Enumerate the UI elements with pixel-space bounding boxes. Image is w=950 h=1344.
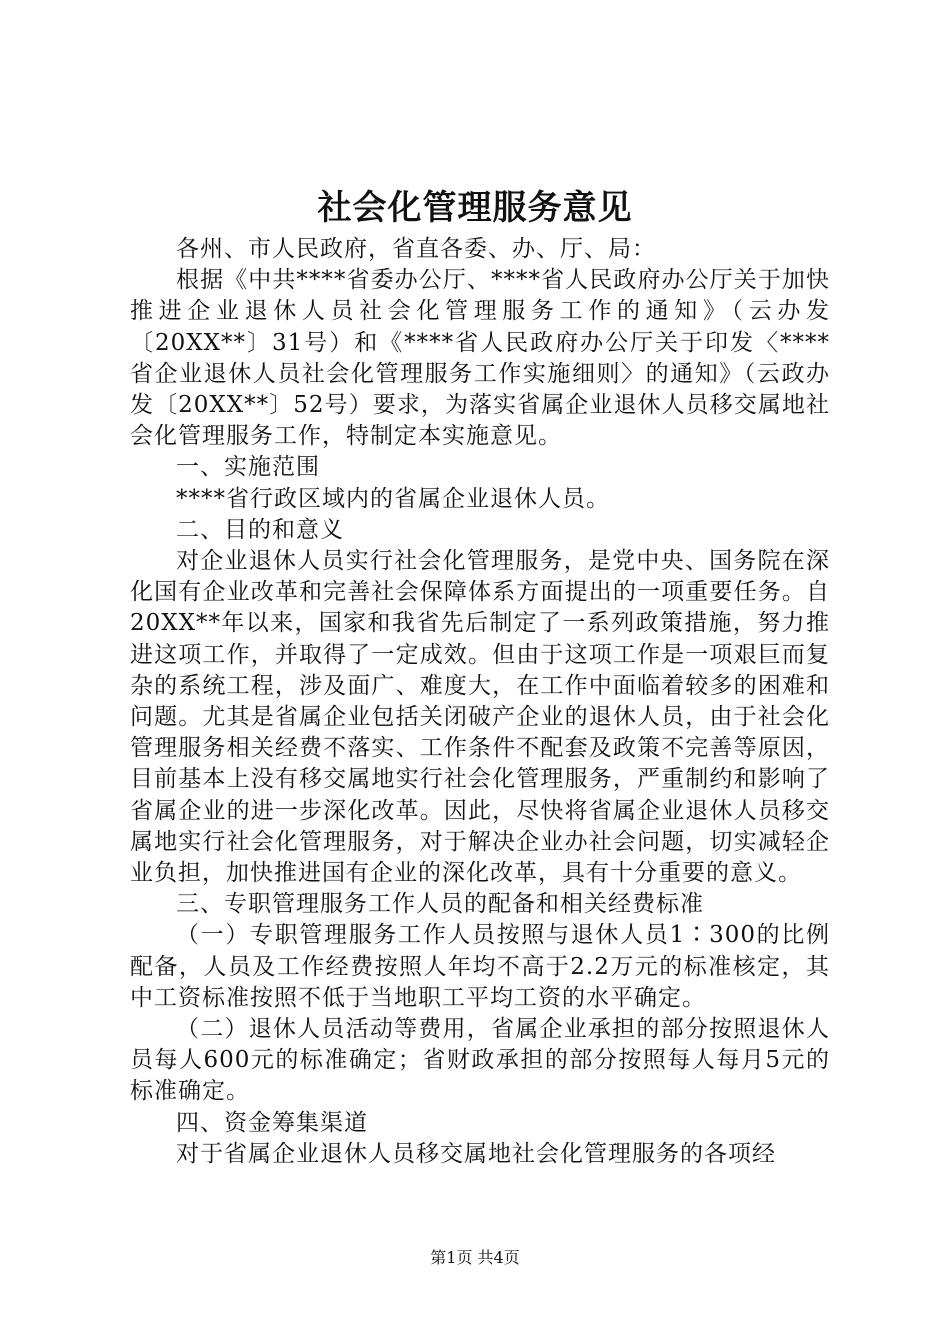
section-heading: 三、专职管理服务工作人员的配备和相关经费标准 — [176, 891, 704, 918]
addressee-paragraph: 各州、市人民政府，省直各委、办、厅、局： — [176, 236, 656, 262]
body-paragraph: 对企业退休人员实行社会化管理服务，是党中央、国务院在深化国有企业改革和完善社会保障体系方面提出的一项重要任务。自20XX**年以来，国家和我省先后制定了一系列政策措施，努力推进这项工作，并取得了一定成效。但由于这项工作是一项艰巨而复杂的系统工程，涉及面广、难度大，在工作中面临着较多的困难和问题。尤其是省属企业包括关闭破产企业的退休人员，由于社会化管理服务相关经费不落实、工作条件不配套及政策不完善等原因，目前基本上没有移交属地实行社会化管理服务，严重制约和影响了省属企业的进一步深化改革。因此，尽快将省属企业退休人员移交属地实行社会化管理服务，对于解决企业办社会问题，切实减轻企业负担，加快推进国有企业的深化改革，具有十分重要的意义。 — [130, 548, 830, 887]
body-paragraph: （二）退休人员活动等费用，省属企业承担的部分按照退休人员每人600元的标准确定；省财政承担的部分按照每人每月5元的标准确定。 — [130, 1016, 830, 1105]
document-title: 社会化管理服务意见 — [317, 188, 633, 228]
body-paragraph: （一）专职管理服务工作人员按照与退休人员1∶300的比例配备，人员及工作经费按照人年均不高于2.2万元的标准核定，其中工资标准按照不低于当地职工平均工资的水平确定。 — [130, 922, 830, 1011]
section-heading: 四、资金筹集渠道 — [176, 1109, 368, 1136]
section-heading: 二、目的和意义 — [176, 516, 344, 543]
section-heading: 一、实施范围 — [176, 454, 320, 481]
page-number: 第1页 共4页 — [430, 1248, 520, 1267]
body-paragraph: 根据《中共****省委办公厅、****省人民政府办公厅关于加快推进企业退休人员社会化管理服务工作的通知》（云办发〔20XX**〕31号）和《****省人民政府办公厅关于印发〈****省企业退休人员社会化管理服务工作实施细则〉的通知》（云政办发〔20XX**〕52号）要求，为落实省属企业退休人员移交属地社会化管理服务工作，特制定本实施意见。 — [130, 267, 830, 450]
body-paragraph: 对于省属企业退休人员移交属地社会化管理服务的各项经 — [176, 1140, 776, 1167]
document-body — [130, 234, 830, 1170]
body-paragraph: ****省行政区域内的省属企业退休人员。 — [176, 485, 610, 512]
